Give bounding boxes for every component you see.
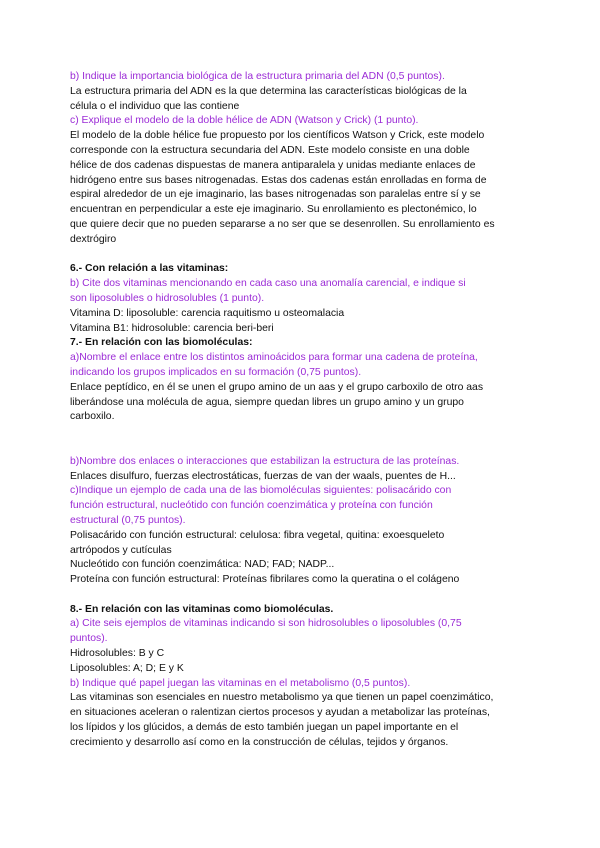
answer-line: Liposolubles: A; D; E y K bbox=[70, 662, 184, 674]
spacer bbox=[70, 248, 532, 263]
section-heading: 8.- En relación con las vitaminas como biomoléculas. bbox=[70, 603, 334, 615]
answer-line: que quiere decir que no pueden separarse a no ser que se desenrollen. Su enrollamiento es bbox=[70, 218, 495, 230]
question-line: función estructural, nucleótido con función coenzimática y proteína con función bbox=[70, 500, 433, 512]
question-line: b)Nombre dos enlaces o interacciones que estabilizan la estructura de las proteínas. bbox=[70, 455, 460, 467]
answer-line: carboxilo. bbox=[70, 411, 115, 423]
answer-line: Enlaces disulfuro, fuerzas electrostáticas, fuerzas de van der waals, puentes de H... bbox=[70, 470, 456, 482]
question-line: b) Cite dos vitaminas mencionando en cada caso una anomalía carencial, e indique si bbox=[70, 278, 466, 290]
answer-line: Hidrosolubles: B y C bbox=[70, 648, 165, 660]
answer-line: los lípidos y los glúcidos, a demás de esto también juegan un papel importante en el bbox=[70, 722, 459, 734]
spacer bbox=[70, 588, 532, 603]
answer-line: célula o el individuo que las contiene bbox=[70, 100, 240, 112]
answer-line: Polisacárido con función estructural: celulosa: fibra vegetal, quitina: exoesqueleto bbox=[70, 529, 445, 541]
question-line: a) Cite seis ejemplos de vitaminas indicando si son hidrosolubles o liposolubles (0,75 bbox=[70, 618, 462, 630]
answer-line: hélice de dos cadenas dispuestas de manera antiparalela y unidas mediante enlaces de bbox=[70, 159, 476, 171]
answer-line: dextrógiro bbox=[70, 233, 117, 245]
document-body bbox=[70, 70, 532, 751]
answer-line: Enlace peptídico, en él se unen el grupo amino de un aas y el grupo carboxilo de otro aas bbox=[70, 381, 484, 393]
answer-line: en situaciones aceleran o ralentizan ciertos procesos y ayudan a metabolizar las proteínas, bbox=[70, 707, 490, 719]
question-line: son liposolubles o hidrosolubles (1 punto). bbox=[70, 292, 265, 304]
answer-line: Nucleótido con función coenzimática: NAD; FAD; NADP... bbox=[70, 559, 335, 571]
answer-line: corresponde con la estructura secundaria del ADN. Este modelo consiste en una doble bbox=[70, 144, 470, 156]
question-line: a)Nombre el enlace entre los distintos aminoácidos para formar una cadena de proteína, bbox=[70, 352, 478, 364]
answer-line: Las vitaminas son esenciales en nuestro metabolismo ya que tienen un papel coenzimático, bbox=[70, 692, 494, 704]
question-line: indicando los grupos implicados en su formación (0,75 puntos). bbox=[70, 366, 362, 378]
question-line: c)Indique un ejemplo de cada una de las biomoléculas siguientes: polisacárido con bbox=[70, 485, 452, 497]
answer-line: artrópodos y cutículas bbox=[70, 544, 172, 556]
section-heading: 7.- En relación con las biomoléculas: bbox=[70, 337, 253, 349]
question-line: c) Explique el modelo de la doble hélice de ADN (Watson y Crick) (1 punto). bbox=[70, 115, 419, 127]
answer-line: El modelo de la doble hélice fue propuesto por los científicos Watson y Crick, este modelo bbox=[70, 130, 485, 142]
answer-line: Vitamina D: liposoluble: carencia raquitismo u osteomalacia bbox=[70, 307, 345, 319]
question-line: puntos). bbox=[70, 633, 108, 645]
question-line: b) Indique la importancia biológica de la estructura primaria del ADN (0,5 puntos). bbox=[70, 71, 445, 82]
answer-line: encuentran en perpendicular a este eje imaginario. Su enrollamiento es plectonémico, lo bbox=[70, 204, 477, 216]
question-line: b) Indique qué papel juegan las vitaminas en el metabolismo (0,5 puntos). bbox=[70, 677, 411, 689]
answer-line: Proteína con función estructural: Proteínas fibrilares como la queratina o el colágeno bbox=[70, 574, 460, 586]
question-line: estructural (0,75 puntos). bbox=[70, 514, 186, 526]
answer-line: crecimiento y desarrollo así como en la construcción de células, tejidos y órganos. bbox=[70, 736, 449, 748]
section-heading: 6.- Con relación a las vitaminas: bbox=[70, 263, 229, 275]
answer-line: La estructura primaria del ADN es la que determina las características biológicas de la bbox=[70, 85, 467, 97]
answer-line: hidrógeno entre sus bases nitrogenadas. Estas dos cadenas están enrolladas en forma de bbox=[70, 174, 487, 186]
answer-line: liberándose una molécula de agua, siempre quedan libres un grupo amino y un grupo bbox=[70, 396, 464, 408]
answer-line: espiral alrededor de un eje imaginario, las bases nitrogenadas son paralelas entre sí y se bbox=[70, 189, 481, 201]
spacer bbox=[70, 425, 532, 455]
answer-line: Vitamina B1: hidrosoluble: carencia beri-beri bbox=[70, 322, 274, 334]
